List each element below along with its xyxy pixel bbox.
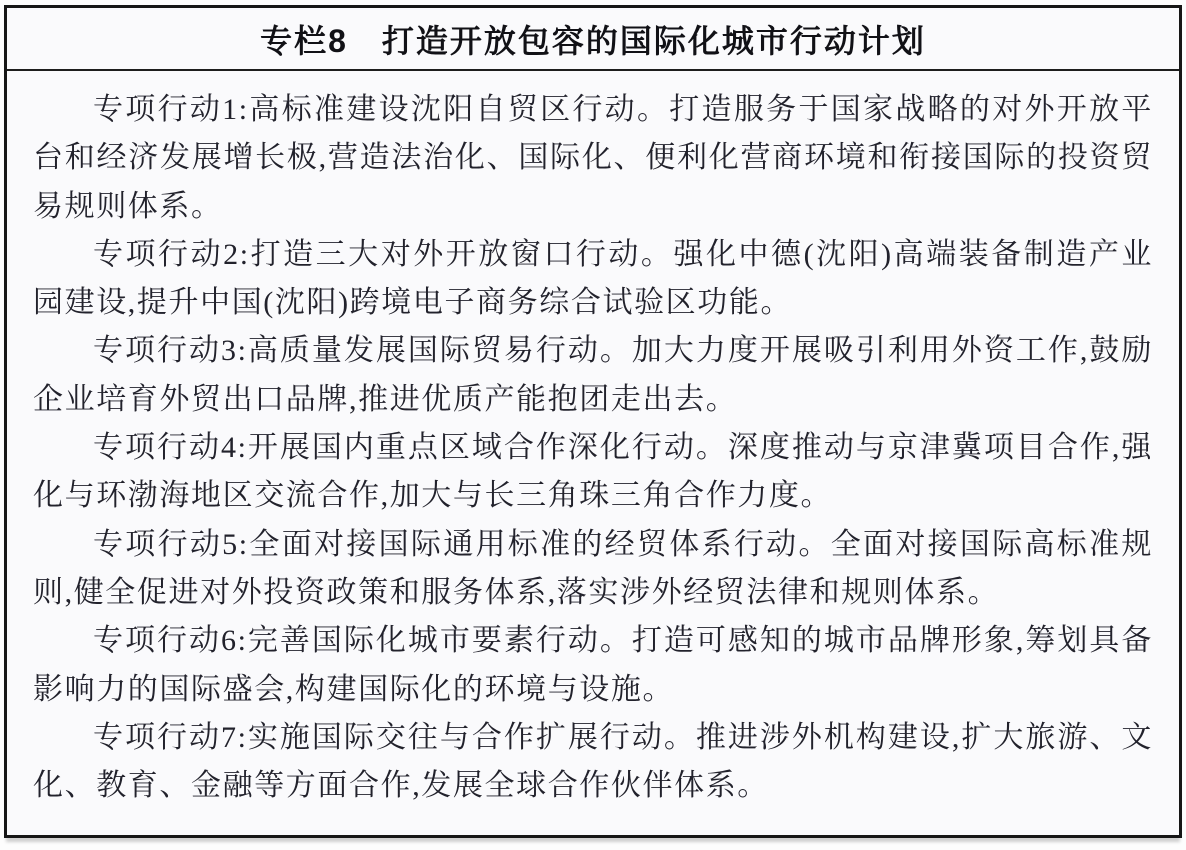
action-paragraph: 专项行动2:打造三大对外开放窗口行动。强化中德(沈阳)高端装备制造产业园建设,提升中国(沈阳)跨境电子商务综合试验区功能。: [33, 237, 1153, 320]
action-paragraph: 专项行动4:开展国内重点区域合作深化行动。深度推动与京津冀项目合作,强化与环渤海地区交流合作,加大与长三角珠三角合作力度。: [33, 431, 1153, 513]
action-paragraph: 专项行动6:完善国际化城市要素行动。打造可感知的城市品牌形象,筹划具备影响力的国际盛会,构建国际化的环境与设施。: [33, 624, 1153, 706]
panel-title: 专栏8 打造开放包容的国际化城市行动计划: [260, 22, 926, 59]
panel-header: [7, 8, 1179, 71]
column-panel: [4, 5, 1182, 838]
panel-body: [7, 71, 1179, 810]
action-paragraph: 专项行动7:实施国际交往与合作扩展行动。推进涉外机构建设,扩大旅游、文化、教育、金融等方面合作,发展全球合作伙伴体系。: [33, 720, 1153, 803]
action-paragraph: 专项行动1:高标准建设沈阳自贸区行动。打造服务于国家战略的对外开放平台和经济发展增长极,营造法治化、国际化、便利化营商环境和衔接国际的投资贸易规则体系。: [33, 93, 1153, 223]
action-paragraph: 专项行动3:高质量发展国际贸易行动。加大力度开展吸引利用外资工作,鼓励企业培育外贸出口品牌,推进优质产能抱团走出去。: [33, 334, 1153, 416]
action-paragraph: 专项行动5:全面对接国际通用标准的经贸体系行动。全面对接国际高标准规则,健全促进对外投资政策和服务体系,落实涉外经贸法律和规则体系。: [33, 527, 1153, 609]
